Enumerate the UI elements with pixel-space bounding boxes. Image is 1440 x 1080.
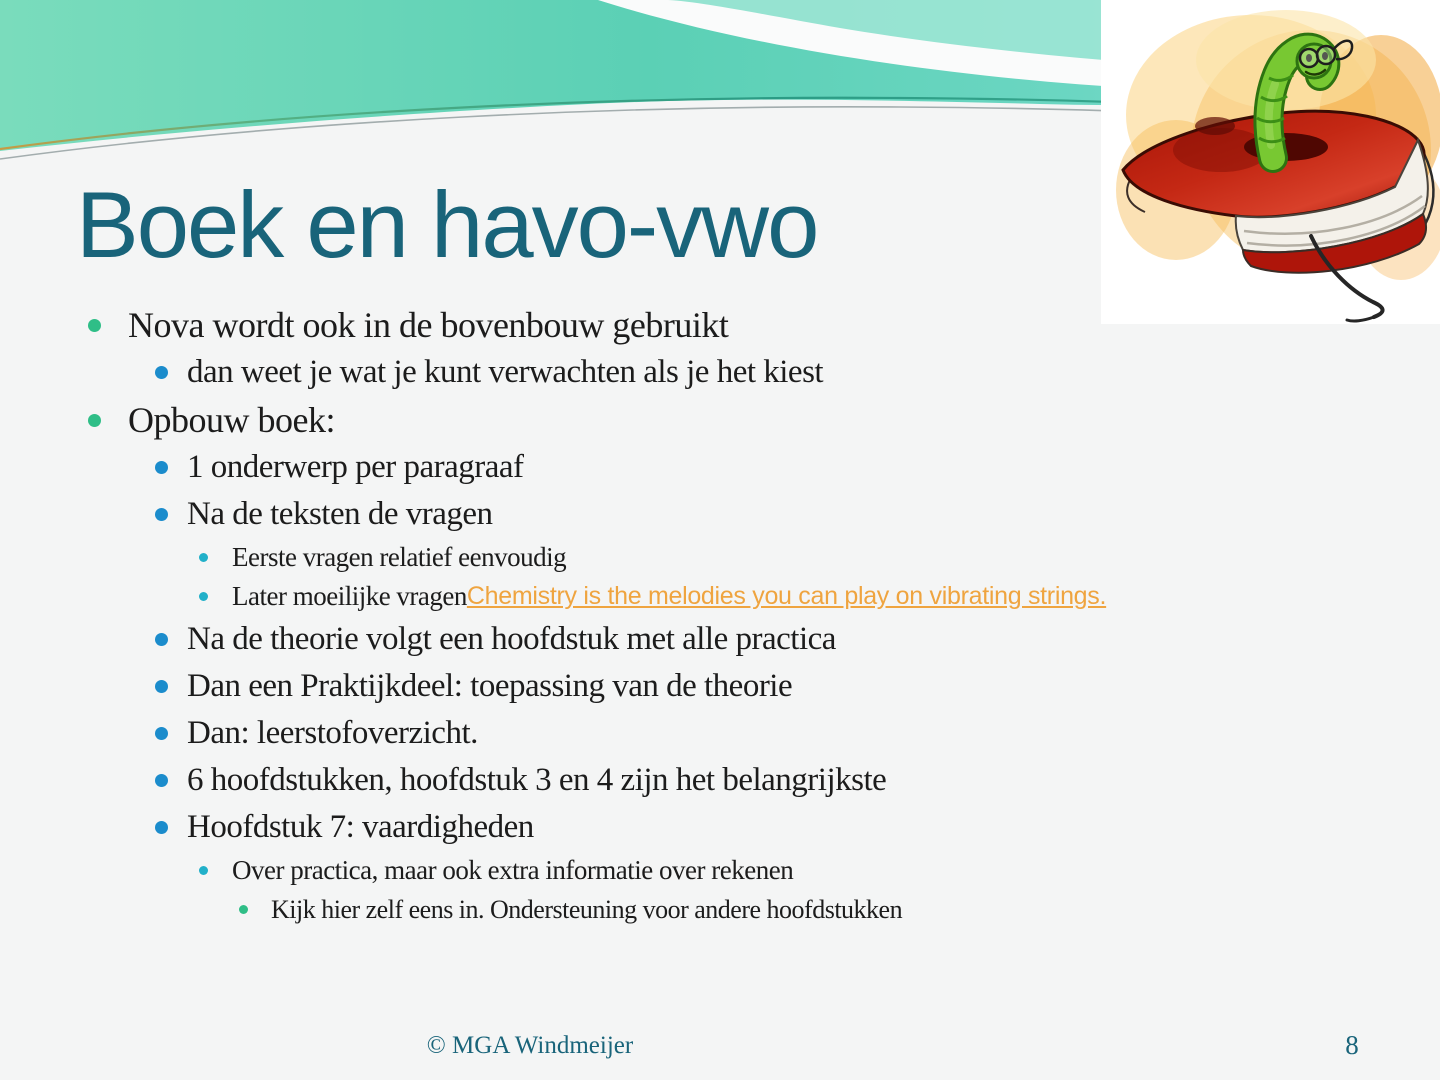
list-item (0, 577, 1440, 616)
list-item (0, 301, 1440, 349)
list-item-text: Na de teksten de vragen (187, 496, 493, 532)
bullet-icon (199, 866, 208, 875)
bookworm-illustration (1101, 0, 1440, 324)
bookworm-book-image (1101, 0, 1440, 324)
bullet-icon (155, 461, 168, 474)
list-item (0, 616, 1440, 663)
list-item (0, 663, 1440, 710)
page-number: 8 (1345, 1030, 1359, 1060)
list-item (0, 851, 1440, 890)
bullet-icon (155, 774, 168, 787)
bullet-list (0, 301, 1440, 929)
list-item (0, 491, 1440, 538)
bullet-icon (155, 727, 168, 740)
bullet-icon (155, 508, 168, 521)
list-item-text: Nova wordt ook in de bovenbouw gebruikt (128, 305, 729, 345)
bullet-icon (199, 592, 208, 601)
list-item-text: Dan: leerstofoverzicht. (187, 715, 478, 751)
list-item (0, 538, 1440, 577)
bullet-icon (155, 821, 168, 834)
list-item-text: dan weet je wat je kunt verwachten als je het kiest (187, 354, 824, 390)
list-item (0, 349, 1440, 396)
list-item-text: Over practica, maar ook extra informatie over rekenen (232, 855, 794, 885)
bullet-icon (199, 553, 208, 562)
bullet-icon (88, 414, 101, 427)
footer-copyright: © MGA Windmeijer (426, 1032, 634, 1059)
list-item-text: Dan een Praktijkdeel: toepassing van de theorie (187, 668, 793, 704)
list-item-text: Kijk hier zelf eens in. Ondersteuning voor andere hoofdstukken (271, 894, 903, 924)
bullet-icon (155, 680, 168, 693)
list-item-text: 6 hoofdstukken, hoofdstuk 3 en 4 zijn het belangrijkste (187, 762, 887, 798)
list-item-text: Later moeilijke vragen (232, 581, 467, 611)
slide-title: Boek en havo-vwo (76, 172, 818, 277)
list-item-text: Na de theorie volgt een hoofdstuk met alle practica (187, 621, 836, 657)
list-item-text: Eerste vragen relatief eenvoudig (232, 542, 567, 572)
list-item (0, 444, 1440, 491)
bullet-icon (155, 633, 168, 646)
bullet-icon (239, 905, 248, 914)
list-item-text: Hoofdstuk 7: vaardigheden (187, 809, 534, 845)
list-item (0, 757, 1440, 804)
list-item (0, 890, 1440, 929)
list-item (0, 710, 1440, 757)
list-item (0, 396, 1440, 444)
bullet-icon (155, 366, 168, 379)
bullet-icon (88, 319, 101, 332)
list-item-text: Opbouw boek: (128, 400, 335, 440)
list-item-text: 1 onderwerp per paragraaf (187, 449, 524, 485)
list-item (0, 804, 1440, 851)
chemistry-link[interactable]: Chemistry is the melodies you can play on vibrating strings. (466, 582, 1107, 610)
